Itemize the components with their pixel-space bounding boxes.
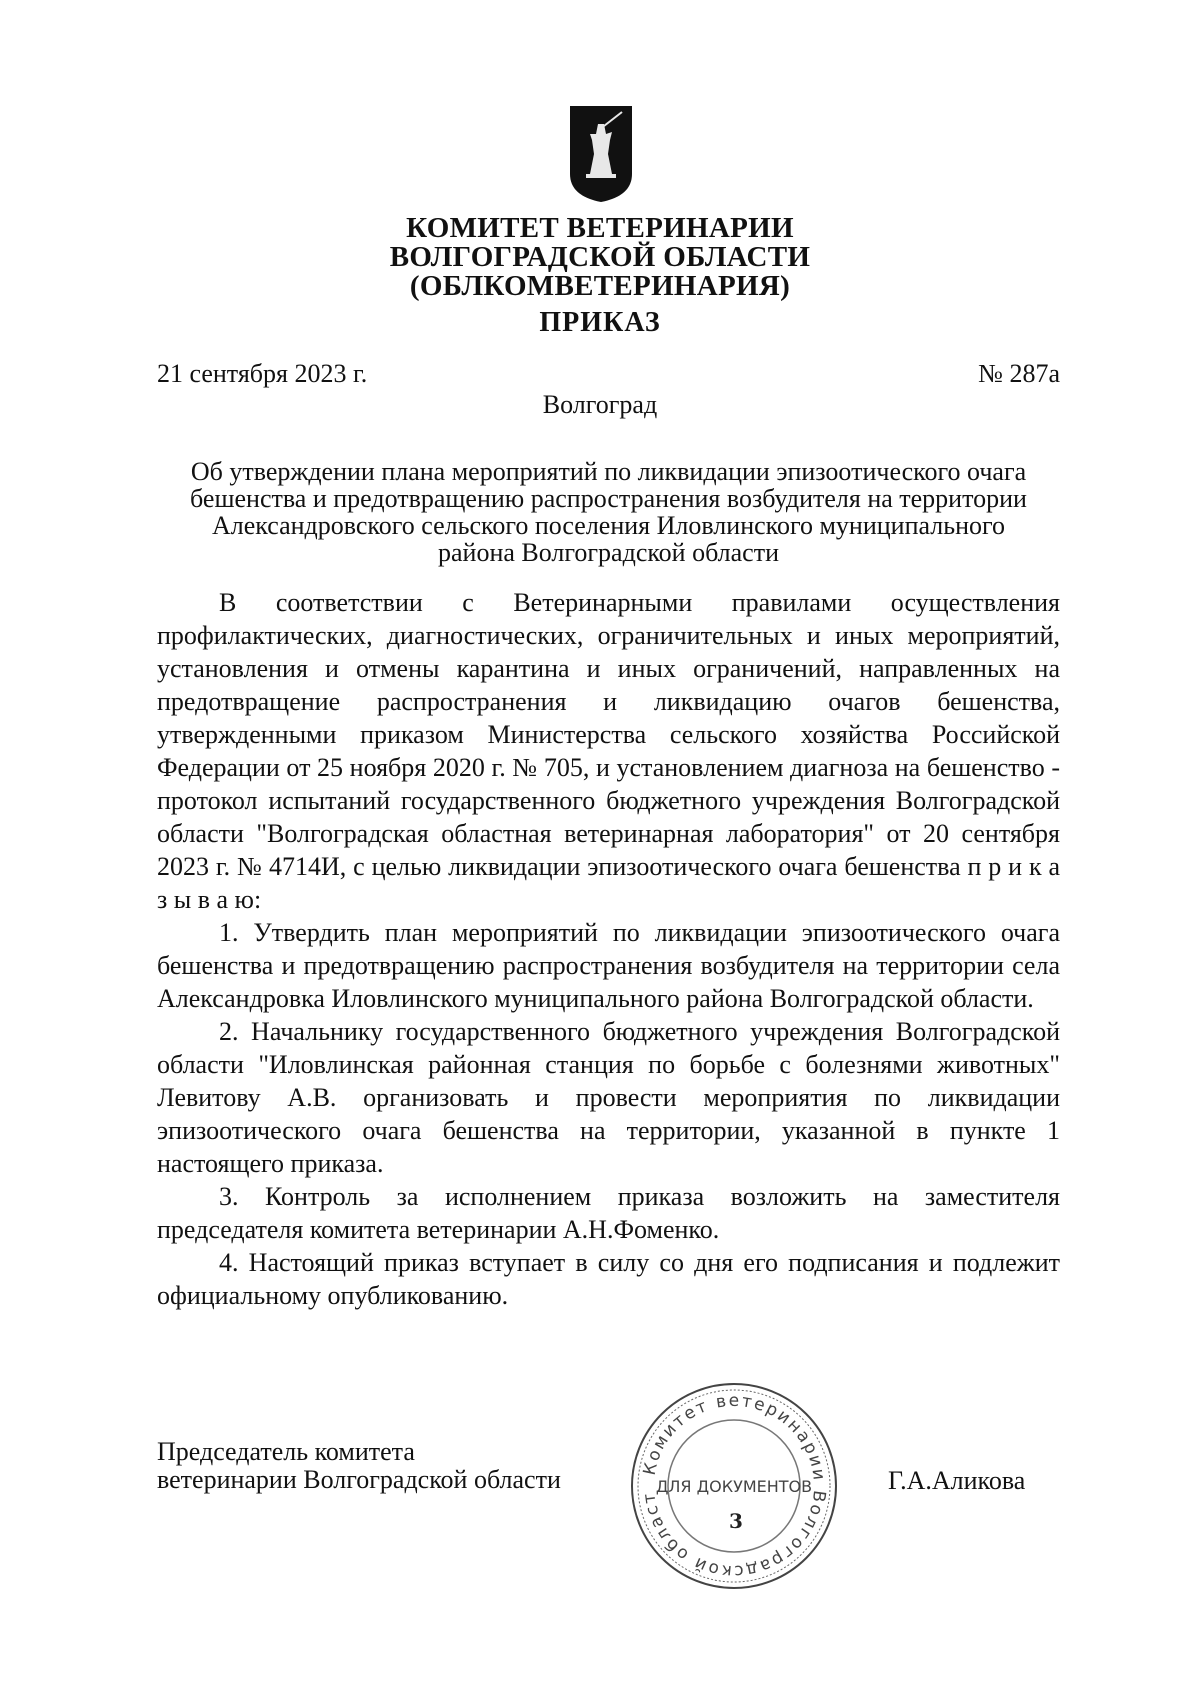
document-type: ПРИКАЗ (539, 307, 661, 338)
signatory-position (157, 1438, 561, 1494)
stamp-number: 3 (729, 1509, 743, 1533)
org-line-1: КОМИТЕТ ВЕТЕРИНАРИИ (406, 212, 794, 244)
order-item-1: 1. Утвердить план мероприятий по ликвидации эпизоотического очага бешенства и предотвращению распространения возбудителя на территории села Александровка Иловлинского муниципального района Волгоградской области. (157, 918, 1060, 1013)
subject-line-4: района Волгоградской области (437, 538, 779, 567)
order-item-2: 2. Начальнику государственного бюджетного учреждения Волгоградской области "Иловлинская районная станция по борьбе с болезнями животных" Левитову А.В. организовать и провести мероприятия по ликвидации эпизоотического очага бешенства на территории, указанной в пункте 1 настоящего приказа. (157, 1017, 1060, 1178)
subject-line-2: бешенства и предотвращению распространения возбудителя на территории (190, 484, 1027, 513)
document-city: Волгоград (542, 390, 658, 419)
position-line-1: Председатель комитета (157, 1437, 415, 1466)
official-seal-stamp (628, 1380, 840, 1592)
order-item-4: 4. Настоящий приказ вступает в силу со дня его подписания и подлежит официальному опубликованию. (157, 1248, 1060, 1310)
stamp-ring-text: Комитет ветеринарии Волгоградской област (639, 1390, 830, 1582)
body-preamble: В соответствии с Ветеринарными правилами осуществления профилактических, диагностических, ограничительных и иных мероприятий, установления и отмены карантина и иных ограничений, направленных на предотвращение распространения и ликвидацию очагов бешенства, утвержденными приказом Министерства сельского хозяйства Российской Федерации от 25 ноября 2020 г. № 705, и установлением диагноза на бешенство - протокол испытаний государственного бюджетного учреждения Волгоградской области "Волгоградская областная ветеринарная лаборатория" от 20 сентября 2023 г. № 4714И, с целью ликвидации эпизоотического очага бешенства п р и к а з ы в а ю: (157, 588, 1060, 914)
document-date: 21 сентября 2023 г. (157, 359, 368, 388)
org-line-2: ВОЛГОГРАДСКОЙ ОБЛАСТИ (389, 241, 811, 273)
position-line-2: ветеринарии Волгоградской области (157, 1465, 561, 1494)
subject-line-3: Александровского сельского поселения Иловлинского муниципального (211, 511, 1006, 540)
organization-name (0, 214, 1200, 301)
document-number: № 287а (978, 359, 1060, 388)
coat-of-arms-emblem (568, 104, 634, 204)
org-line-3: (ОБЛКОМВЕТЕРИНАРИЯ) (409, 270, 791, 302)
subject-line-1: Об утверждении плана мероприятий по ликвидации эпизоотического очага (190, 457, 1027, 486)
document-subject (157, 458, 1060, 566)
order-item-3: 3. Контроль за исполнением приказа возложить на заместителя председателя комитета ветеринарии А.Н.Фоменко. (157, 1182, 1060, 1244)
signatory-name: Г.А.Аликова (888, 1466, 1026, 1495)
stamp-center-text: ДЛЯ ДОКУМЕНТОВ (655, 1477, 813, 1496)
document-body (157, 586, 1060, 1312)
